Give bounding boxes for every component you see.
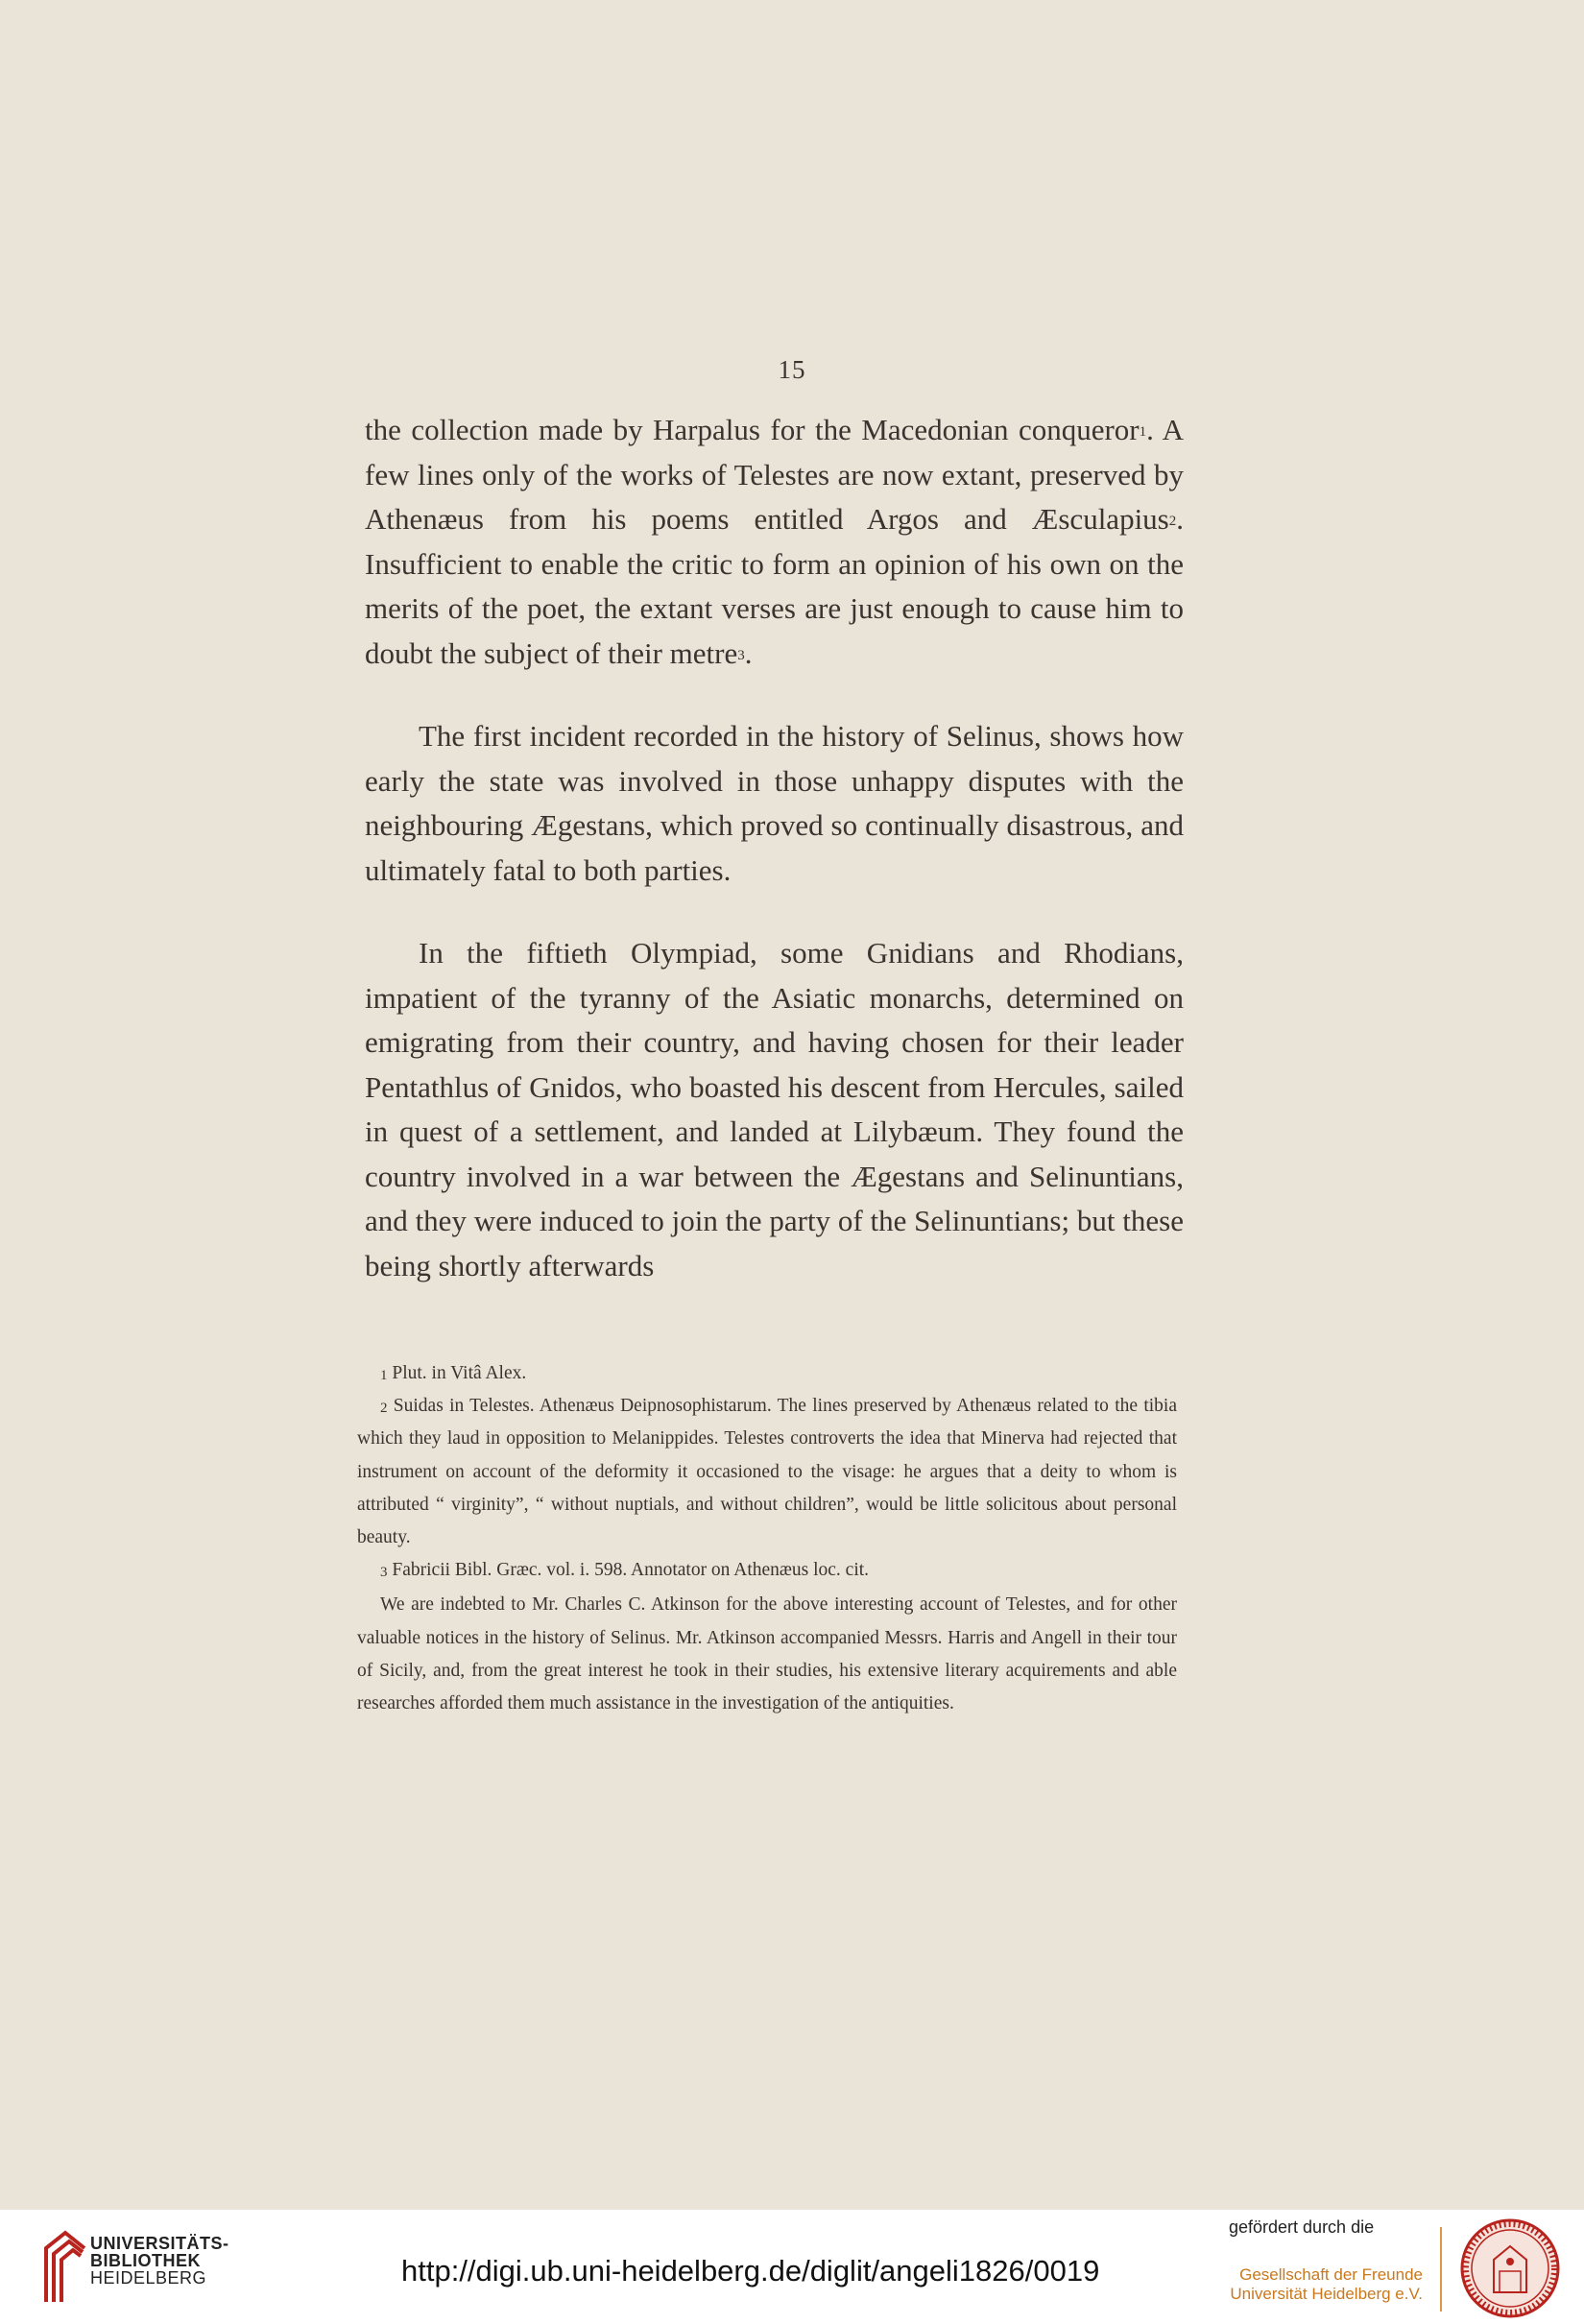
footnote-text: Plut. in Vitâ Alex. (387, 1363, 527, 1383)
sponsor-name-line2: Universität Heidelberg e.V. (1230, 2285, 1423, 2303)
paragraph-text: In the fiftieth Olympiad, some Gnidians and Rhodians, impatient of the tyranny of the Asiatic monarchs, determined on emigrating from their country, and having chosen for their leader Pentathlus of Gnidos, who boasted his descent from Hercules, sailed in quest of a settlement, and landed at Lilybæum. They found the country involved in a war between the Ægestans and Selinuntians, and they were induced to join the party of the Selinuntians; but these being shortly afterwards (365, 936, 1184, 1282)
body-paragraph (365, 714, 1184, 893)
footnote-text: Suidas in Telestes. Athenæus Deipnosophistarum. The lines preserved by Athenæus related to the tibia which they laud in opposition to Melanippides. Telestes controverts the idea that Minerva had rejected that instrument on account of the deformity it occasioned to the visage: he argues that a deity to whom is attributed “ virginity”, “ without nuptials, and without children”, would be little solicitous about personal beauty. (357, 1396, 1177, 1548)
library-name-line1: UNIVERSITÄTS- (90, 2234, 229, 2253)
library-name (90, 2235, 229, 2287)
footnote-mark: 2 (380, 1401, 388, 1417)
footer-bar (0, 2210, 1584, 2324)
page-number: 15 (778, 355, 806, 384)
footnote-mark: 1 (380, 1368, 388, 1383)
footnotes (357, 1357, 1177, 1720)
footer-divider (1440, 2227, 1442, 2312)
footnote-reference: 3 (737, 647, 745, 663)
library-logo-icon (36, 2227, 96, 2306)
footnote-reference: 2 (1168, 514, 1177, 529)
footnote-text: Fabricii Bibl. Græc. vol. i. 598. Annotator on Athenæus loc. cit. (387, 1560, 870, 1581)
library-name-line2: BIBLIOTHEK (90, 2251, 201, 2270)
footnote-reference: 1 (1139, 424, 1147, 440)
footnote-mark: 3 (380, 1565, 388, 1581)
footnote (357, 1357, 1177, 1390)
footnote (357, 1390, 1177, 1554)
body-paragraph (365, 408, 1184, 676)
sponsor-name-line1: Gesellschaft der Freunde (1239, 2265, 1423, 2284)
permalink-url[interactable]: http://digi.ub.uni-heidelberg.de/diglit/angeli1826/0019 (401, 2254, 1100, 2288)
paragraph-text: The first incident recorded in the history of Selinus, shows how early the state was involved in those unhappy disputes with the neighbouring Ægestans, which proved so continually disastrous, and ultimately fatal to both parties. (365, 719, 1184, 887)
paragraph-text: the collection made by Harpalus for the Macedonian conqueror (365, 413, 1140, 446)
paragraph-text: . Insufficient to enable the critic to form an opinion of his own on the merits of the poet, the extant verses are just enough to cause him to doubt the subject of their metre (365, 502, 1184, 670)
paragraph-text: . A few lines only of the works of Telestes are now extant, preserved by Athenæus from his poems entitled Argos and Æsculapius (365, 413, 1184, 536)
paragraph-text: . (744, 635, 753, 670)
funded-by-label: gefördert durch die (1229, 2217, 1375, 2237)
acknowledgement-note: We are indebted to Mr. Charles C. Atkinson for the above interesting account of Telestes, and for other valuable notices in the history of Selinus. Mr. Atkinson accompanied Messrs. Harris and Angell in their tour of Sicily, and, from the great interest he took in their studies, his extensive literary acquirements and able researches afforded them much assistance in the investigation of the antiquities. (357, 1594, 1177, 1714)
library-name-line3: HEIDELBERG (90, 2268, 207, 2288)
university-seal-icon (1459, 2217, 1561, 2319)
body-text (365, 408, 1184, 1288)
footnote (357, 1554, 1177, 1587)
sponsor-name (1225, 2265, 1423, 2304)
body-paragraph (365, 931, 1184, 1288)
